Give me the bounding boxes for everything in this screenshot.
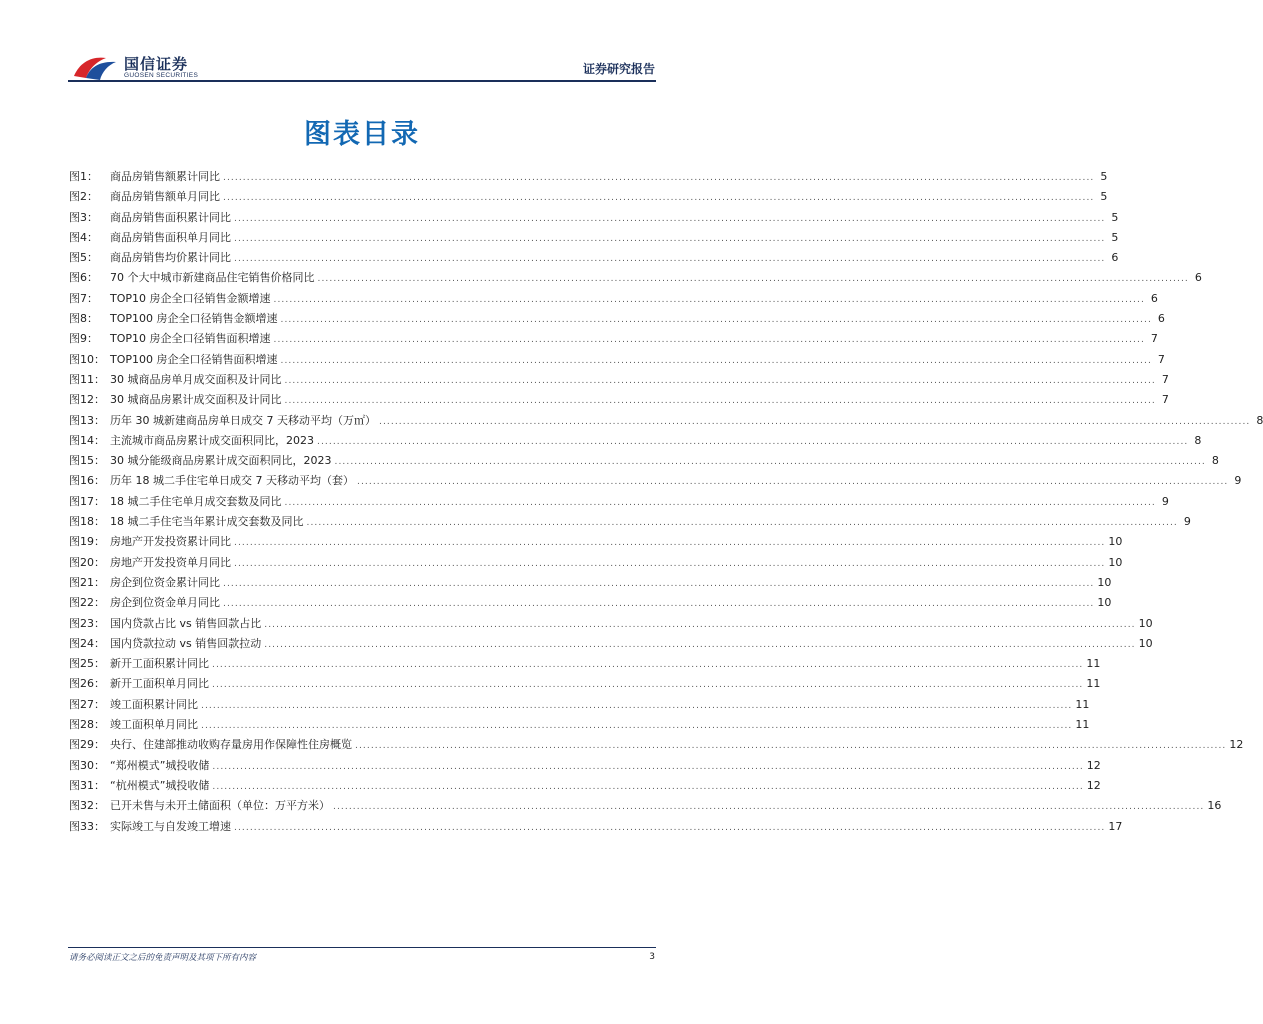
- toc-page-number: 11: [1075, 718, 1090, 732]
- toc-figure-label: 图30：: [69, 758, 105, 772]
- toc-leader-dots: ............................................................................................................................................................................................................................: [355, 741, 1227, 752]
- toc-leader-dots: ............................................................................................................................................................................................................................: [306, 518, 1178, 529]
- toc-entry[interactable]: [69, 757, 1101, 777]
- toc-entry[interactable]: [69, 269, 1202, 289]
- toc-figure-label: 图7：: [69, 291, 98, 305]
- toc-figure-title: 历年 18 城二手住宅单日成交 7 天移动平均（套）: [110, 474, 354, 488]
- toc-leader-dots: ............................................................................................................................................................................................................................: [223, 173, 1095, 183]
- guosen-logo-icon: [72, 52, 120, 82]
- toc-entry[interactable]: [69, 736, 1244, 756]
- toc-leader-dots: ............................................................................................................................................................................................................................: [273, 335, 1145, 346]
- toc-entry[interactable]: [69, 818, 1123, 838]
- toc-page-number: 8: [1211, 454, 1219, 468]
- toc-page-number: 16: [1207, 799, 1222, 813]
- toc-figure-label: 图10：: [69, 352, 105, 366]
- toc-page-number: 5: [1111, 230, 1119, 244]
- toc-figure-label: 图22：: [69, 596, 105, 610]
- toc-page-number: 6: [1194, 271, 1202, 285]
- toc-figure-title: TOP100 房企全口径销售面积增速: [110, 352, 278, 366]
- toc-page-number: 12: [1086, 778, 1101, 792]
- toc-figure-title: 国内贷款拉动 vs 销售回款拉动: [110, 636, 262, 650]
- toc-leader-dots: ............................................................................................................................................................................................................................: [356, 477, 1229, 488]
- toc-page-number: 7: [1161, 393, 1169, 407]
- toc-entry[interactable]: [69, 371, 1169, 391]
- toc-leader-dots: ............................................................................................................................................................................................................................: [264, 619, 1136, 630]
- toc-page-number: 11: [1086, 657, 1101, 671]
- toc-leader-dots: ............................................................................................................................................................................................................................: [378, 416, 1251, 427]
- toc-figure-label: 图11：: [69, 372, 105, 386]
- toc-page-number: 11: [1086, 677, 1101, 691]
- toc-leader-dots: ............................................................................................................................................................................................................................: [223, 193, 1095, 204]
- toc-leader-dots: ............................................................................................................................................................................................................................: [264, 639, 1136, 650]
- toc-entry[interactable]: [69, 554, 1123, 574]
- toc-figure-label: 图4：: [69, 230, 98, 244]
- toc-page-number: 9: [1161, 494, 1169, 508]
- toc-figure-title: TOP10 房企全口径销售面积增速: [110, 332, 271, 346]
- toc-figure-title: 央行、住建部推动收购存量房用作保障性住房概览: [110, 738, 352, 752]
- toc-figure-label: 图8：: [69, 312, 98, 326]
- toc-figure-label: 图26：: [69, 677, 105, 691]
- toc-figure-label: 图9：: [69, 332, 98, 346]
- toc-leader-dots: ............................................................................................................................................................................................................................: [234, 233, 1106, 244]
- toc-figure-label: 图25：: [69, 657, 105, 671]
- toc-page-number: 8: [1256, 413, 1263, 427]
- toc-figure-title: 商品房销售面积累计同比: [110, 210, 231, 224]
- toc-entry[interactable]: [69, 310, 1165, 330]
- toc-leader-dots: ............................................................................................................................................................................................................................: [223, 599, 1095, 610]
- logo-name-cn: 国信证券: [124, 55, 189, 73]
- toc-figure-title: “郑州模式”城投收储: [110, 758, 210, 772]
- toc-figure-label: 图1：: [69, 170, 98, 183]
- toc-figure-title: 新开工面积单月同比: [110, 677, 209, 691]
- toc-figure-title: 房企到位资金单月同比: [110, 596, 220, 610]
- toc-entry[interactable]: [69, 675, 1101, 695]
- toc-entry[interactable]: [69, 188, 1108, 208]
- toc-figure-label: 图6：: [69, 271, 98, 285]
- toc-leader-dots: ............................................................................................................................................................................................................................: [212, 781, 1084, 792]
- toc-figure-label: 图17：: [69, 494, 105, 508]
- toc-figure-title: 房地产开发投资累计同比: [110, 535, 231, 549]
- toc-entry[interactable]: [69, 635, 1153, 655]
- toc-figure-title: TOP100 房企全口径销售金额增速: [110, 312, 278, 326]
- toc-figure-label: 图21：: [69, 575, 105, 589]
- toc-leader-dots: ............................................................................................................................................................................................................................: [234, 538, 1106, 549]
- toc-figure-title: 竣工面积累计同比: [110, 697, 198, 711]
- toc-leader-dots: ............................................................................................................................................................................................................................: [284, 396, 1156, 407]
- toc-figure-label: 图3：: [69, 210, 98, 224]
- toc-leader-dots: ............................................................................................................................................................................................................................: [284, 497, 1156, 508]
- header-divider: [68, 80, 656, 82]
- disclaimer-note: 请务必阅读正文之后的免责声明及其项下所有内容: [69, 953, 257, 963]
- toc-figure-title: 历年 30 城新建商品房单日成交 7 天移动平均（万㎡）: [110, 413, 376, 427]
- toc-page-number: 5: [1111, 210, 1119, 224]
- toc-figure-title: 30 城分能级商品房累计成交面积同比，2023: [110, 454, 332, 468]
- toc-leader-dots: ............................................................................................................................................................................................................................: [317, 436, 1189, 447]
- report-type: 证券研究报告: [582, 62, 655, 76]
- toc-entry[interactable]: [69, 472, 1242, 492]
- toc-page-number: 12: [1229, 738, 1244, 752]
- toc-figure-label: 图12：: [69, 393, 105, 407]
- page-title: 图表目录: [304, 119, 420, 150]
- toc-page-number: 10: [1108, 555, 1123, 569]
- toc-page-number: 10: [1097, 575, 1112, 589]
- toc-entry[interactable]: [69, 797, 1222, 817]
- toc-figure-label: 图14：: [69, 433, 105, 447]
- footer-divider: [68, 947, 656, 948]
- toc-leader-dots: ............................................................................................................................................................................................................................: [280, 315, 1152, 326]
- toc-entry[interactable]: [69, 513, 1191, 533]
- toc-entry[interactable]: [69, 290, 1158, 310]
- company-logo: [72, 50, 232, 84]
- toc-entry[interactable]: [69, 432, 1202, 452]
- toc-figure-label: 图13：: [69, 413, 105, 427]
- toc-figure-label: 图24：: [69, 636, 105, 650]
- toc-page-number: 10: [1108, 535, 1123, 549]
- toc-leader-dots: ............................................................................................................................................................................................................................: [212, 761, 1084, 772]
- toc-leader-dots: ............................................................................................................................................................................................................................: [212, 680, 1084, 691]
- toc-figure-title: 商品房销售额累计同比: [110, 170, 220, 183]
- toc-leader-dots: ............................................................................................................................................................................................................................: [234, 254, 1106, 265]
- toc-entry[interactable]: [69, 452, 1219, 472]
- toc-leader-dots: ............................................................................................................................................................................................................................: [234, 822, 1106, 833]
- toc-figure-label: 图20：: [69, 555, 105, 569]
- toc-figure-label: 图19：: [69, 535, 105, 549]
- toc-figure-title: 18 城二手住宅当年累计成交套数及同比: [110, 515, 304, 529]
- toc-leader-dots: ............................................................................................................................................................................................................................: [284, 375, 1156, 386]
- toc-page-number: 7: [1161, 372, 1169, 386]
- toc-entry[interactable]: [69, 696, 1090, 716]
- toc-entry[interactable]: [69, 574, 1112, 594]
- toc-page-number: 12: [1086, 758, 1101, 772]
- toc-figure-title: 30 城商品房累计成交面积及计同比: [110, 393, 282, 407]
- toc-figure-title: 新开工面积累计同比: [110, 657, 209, 671]
- toc-figure-title: 房企到位资金累计同比: [110, 575, 220, 589]
- toc-leader-dots: ............................................................................................................................................................................................................................: [201, 721, 1073, 732]
- toc-figure-label: 图27：: [69, 697, 105, 711]
- toc-entry[interactable]: [69, 330, 1158, 350]
- toc-figure-title: 竣工面积单月同比: [110, 718, 198, 732]
- toc-page-number: 5: [1100, 190, 1108, 204]
- toc-entry[interactable]: [69, 209, 1119, 229]
- toc-page-number: 17: [1108, 819, 1123, 833]
- toc-figure-title: 商品房销售面积单月同比: [110, 230, 231, 244]
- toc-figure-label: 图29：: [69, 738, 105, 752]
- toc-figure-label: 图2：: [69, 190, 98, 204]
- toc-figure-label: 图16：: [69, 474, 105, 488]
- toc-leader-dots: ............................................................................................................................................................................................................................: [273, 294, 1145, 305]
- toc-entry[interactable]: [69, 229, 1119, 249]
- table-of-figures: [69, 168, 1263, 838]
- toc-page-number: 6: [1157, 312, 1165, 326]
- logo-name-en: GUOSEN SECURITIES: [124, 72, 199, 79]
- toc-page-number: 10: [1138, 616, 1153, 630]
- toc-page-number: 7: [1150, 332, 1158, 346]
- toc-page-number: 10: [1138, 636, 1153, 650]
- toc-figure-label: 图32：: [69, 799, 105, 813]
- toc-figure-title: “杭州模式”城投收储: [110, 778, 210, 792]
- toc-figure-title: 70 个大中城市新建商品住宅销售价格同比: [110, 271, 315, 285]
- toc-figure-label: 图23：: [69, 616, 105, 630]
- toc-figure-title: TOP10 房企全口径销售金额增速: [110, 291, 271, 305]
- toc-figure-title: 房地产开发投资单月同比: [110, 555, 231, 569]
- toc-leader-dots: ............................................................................................................................................................................................................................: [223, 578, 1095, 589]
- toc-page-number: 6: [1111, 251, 1119, 265]
- toc-leader-dots: ............................................................................................................................................................................................................................: [201, 700, 1073, 711]
- toc-leader-dots: ............................................................................................................................................................................................................................: [334, 457, 1206, 468]
- toc-figure-label: 图5：: [69, 251, 98, 265]
- toc-figure-label: 图28：: [69, 718, 105, 732]
- toc-entry[interactable]: [69, 412, 1263, 432]
- toc-figure-label: 图31：: [69, 778, 105, 792]
- toc-entry[interactable]: [69, 777, 1101, 797]
- toc-entry[interactable]: [69, 655, 1101, 675]
- toc-leader-dots: ............................................................................................................................................................................................................................: [317, 274, 1189, 285]
- toc-entry[interactable]: [69, 351, 1165, 371]
- toc-entry[interactable]: [69, 168, 1108, 188]
- toc-figure-title: 商品房销售均价累计同比: [110, 251, 231, 265]
- toc-figure-label: 图15：: [69, 454, 105, 468]
- toc-figure-title: 18 城二手住宅单月成交套数及同比: [110, 494, 282, 508]
- toc-leader-dots: ............................................................................................................................................................................................................................: [333, 802, 1205, 813]
- toc-page-number: 5: [1100, 170, 1108, 183]
- toc-leader-dots: ............................................................................................................................................................................................................................: [234, 558, 1106, 569]
- toc-figure-title: 30 城商品房单月成交面积及计同比: [110, 372, 282, 386]
- toc-leader-dots: ............................................................................................................................................................................................................................: [234, 213, 1106, 224]
- toc-entry[interactable]: [69, 391, 1169, 411]
- toc-figure-label: 图18：: [69, 515, 105, 529]
- toc-figure-title: 国内贷款占比 vs 销售回款占比: [110, 616, 262, 630]
- toc-page-number: 10: [1097, 596, 1112, 610]
- toc-entry[interactable]: [69, 493, 1169, 513]
- toc-entry[interactable]: [69, 249, 1119, 269]
- toc-page-number: 11: [1075, 697, 1090, 711]
- toc-page-number: 9: [1183, 515, 1191, 529]
- toc-leader-dots: ............................................................................................................................................................................................................................: [280, 355, 1152, 366]
- toc-entry[interactable]: [69, 716, 1090, 736]
- toc-page-number: 6: [1150, 291, 1158, 305]
- toc-entry[interactable]: [69, 594, 1112, 614]
- toc-figure-title: 商品房销售额单月同比: [110, 190, 220, 204]
- toc-page-number: 8: [1194, 433, 1202, 447]
- toc-figure-label: 图33：: [69, 819, 105, 833]
- toc-entry[interactable]: [69, 533, 1123, 553]
- toc-figure-title: 实际竣工与自发竣工增速: [110, 819, 231, 833]
- toc-entry[interactable]: [69, 615, 1153, 635]
- toc-page-number: 9: [1234, 474, 1242, 488]
- toc-figure-title: 已开未售与未开土储面积（单位：万平方米）: [110, 799, 330, 813]
- toc-page-number: 7: [1157, 352, 1165, 366]
- toc-leader-dots: ............................................................................................................................................................................................................................: [212, 660, 1084, 671]
- toc-figure-title: 主流城市商品房累计成交面积同比，2023: [110, 433, 314, 447]
- page-number: 3: [649, 952, 655, 962]
